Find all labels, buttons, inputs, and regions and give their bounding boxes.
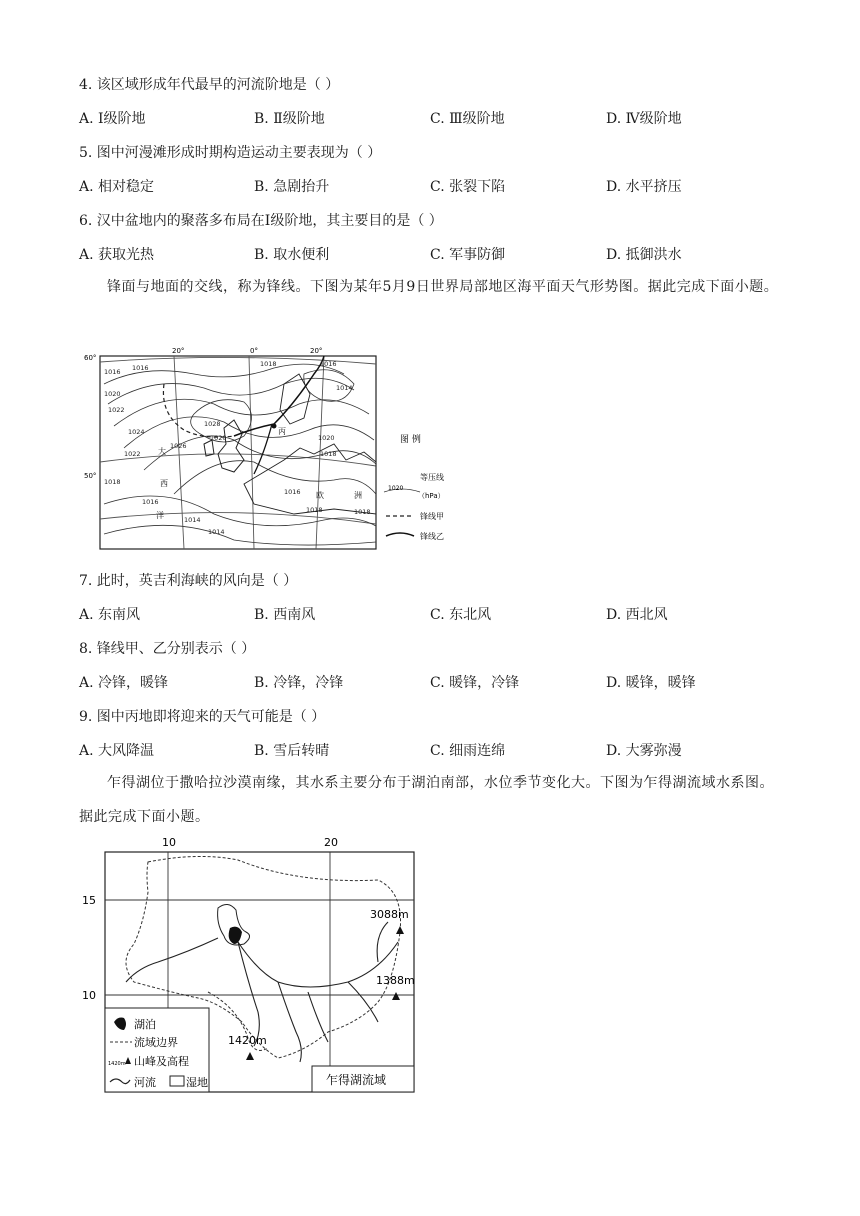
question-9-option-d[interactable]: D. 大雾弥漫 xyxy=(606,743,682,759)
legend-isobar-unit: （hPa） xyxy=(418,492,445,500)
isobar-value: 1022 xyxy=(124,450,141,458)
legend-isobar-sample: 1020 xyxy=(388,485,404,492)
legend-peak: 山峰及高程 xyxy=(134,1055,189,1068)
question-8-option-a[interactable]: A. 冷锋，暖锋 xyxy=(79,675,169,691)
place-label: 欧 xyxy=(316,491,324,500)
place-label: 丙 xyxy=(278,427,286,436)
passage-weather-intro: 锋面与地面的交线，称为锋线。下图为某年5月9日世界局部地区海平面天气形势图。据此完成下面小题。 xyxy=(107,279,779,295)
question-4-option-d[interactable]: D. Ⅳ级阶地 xyxy=(606,111,682,127)
question-7-stem: 7. 此时，英吉利海峡的风向是（ ） xyxy=(79,573,298,589)
legend-river: 河流 xyxy=(134,1076,156,1089)
legend-front-a: 锋线甲 xyxy=(420,512,444,521)
isobar-value: 1020 xyxy=(318,434,335,442)
question-5-option-b[interactable]: B. 急剧抬升 xyxy=(254,179,330,195)
isobar-value: 1016 xyxy=(284,488,301,496)
legend-peak-sample: 1420m xyxy=(108,1061,126,1067)
peak-marker xyxy=(392,992,400,1000)
question-8-option-c[interactable]: C. 暖锋，冷锋 xyxy=(430,675,520,691)
isobar-value: 1018 xyxy=(354,508,371,516)
lat-label: 15 xyxy=(82,894,96,907)
isobar-value: 1016 xyxy=(132,364,149,372)
question-7-option-c[interactable]: C. 东北风 xyxy=(430,607,492,623)
peak-elevation: 1388m xyxy=(376,974,415,987)
lat-label: 50° xyxy=(84,472,97,480)
question-8-stem: 8. 锋线甲、乙分别表示（ ） xyxy=(79,641,256,657)
question-5-option-a[interactable]: A. 相对稳定 xyxy=(79,179,155,195)
isobar-value: 1028 xyxy=(204,420,221,428)
peak-elevation: 3088m xyxy=(370,908,409,921)
question-7-option-a[interactable]: A. 东南风 xyxy=(79,607,141,623)
question-8-option-d[interactable]: D. 暖锋，暖锋 xyxy=(606,675,696,691)
scandinavia-coast xyxy=(280,374,310,424)
peak-marker xyxy=(246,1052,254,1060)
isobar-value: 1020 xyxy=(210,434,227,442)
place-bing-marker xyxy=(272,424,277,429)
isobar-value: 1018 xyxy=(260,360,277,368)
question-6-option-b[interactable]: B. 取水便利 xyxy=(254,247,330,263)
question-6-option-d[interactable]: D. 抵御洪水 xyxy=(606,247,682,263)
peak-marker xyxy=(396,926,404,934)
question-7-option-b[interactable]: B. 西南风 xyxy=(254,607,316,623)
lat-label: 10 xyxy=(82,989,96,1002)
isobar-value: 1026 xyxy=(170,442,187,450)
lat-label: 60° xyxy=(84,354,97,362)
lon-label: 20° xyxy=(310,347,323,355)
isobar-value: 1022 xyxy=(108,406,125,414)
lon-label: 0° xyxy=(250,347,258,355)
isobar-value: 1018 xyxy=(306,506,323,514)
question-9-option-b[interactable]: B. 雪后转晴 xyxy=(254,743,330,759)
isobar-value: 1024 xyxy=(128,428,145,436)
question-4-option-b[interactable]: B. Ⅱ级阶地 xyxy=(254,111,325,127)
passage-chad-intro: 乍得湖位于撒哈拉沙漠南缘，其水系主要分布于湖泊南部，水位季节变化大。下图为乍得湖流域水系图。据此完成下面小题。 xyxy=(79,775,774,825)
isobar-value: 1016 xyxy=(104,368,121,376)
isobar-value: 1016 xyxy=(142,498,159,506)
legend-isobar-label: 等压线 xyxy=(420,473,444,482)
question-5-stem: 5. 图中河漫滩形成时期构造运动主要表现为（ ） xyxy=(79,145,382,161)
question-4-stem: 4. 该区域形成年代最早的河流阶地是（ ） xyxy=(79,77,340,93)
question-6-option-c[interactable]: C. 军事防御 xyxy=(430,247,506,263)
chad-map-title: 乍得湖流域 xyxy=(326,1073,387,1087)
front-a-line xyxy=(163,384,234,437)
question-9-option-c[interactable]: C. 细雨连绵 xyxy=(430,743,506,759)
place-label: 大 xyxy=(158,447,166,456)
weather-map-figure xyxy=(84,344,474,554)
question-7-option-d[interactable]: D. 西北风 xyxy=(606,607,668,623)
legend-front-b: 锋线乙 xyxy=(420,532,444,541)
isobar-value: 1014 xyxy=(208,528,225,536)
isobar-value: 1016 xyxy=(320,360,337,368)
front-b-tail xyxy=(254,424,272,474)
lon-label: 20° xyxy=(172,347,185,355)
legend-title: 图 例 xyxy=(400,435,421,445)
question-6-stem: 6. 汉中盆地内的聚落多布局在Ⅰ级阶地，其主要目的是（ ） xyxy=(79,213,443,229)
lon-label: 20 xyxy=(324,836,338,849)
question-4-option-a[interactable]: A. Ⅰ级阶地 xyxy=(79,111,146,127)
chad-basin-map-figure xyxy=(78,832,418,1096)
isobar-value: 1020 xyxy=(104,390,121,398)
question-9-stem: 9. 图中丙地即将迎来的天气可能是（ ） xyxy=(79,709,326,725)
legend-wetland: 湿地 xyxy=(186,1076,208,1089)
place-label: 洋 xyxy=(156,511,164,520)
isobar-value: 1018 xyxy=(320,450,337,458)
question-5-option-c[interactable]: C. 张裂下陷 xyxy=(430,179,506,195)
front-b-line xyxy=(234,356,324,436)
legend-lake: 湖泊 xyxy=(134,1018,156,1031)
isobar-value: 1018 xyxy=(104,478,121,486)
lon-label: 10 xyxy=(162,836,176,849)
place-label: 洲 xyxy=(354,491,362,500)
legend-boundary: 流域边界 xyxy=(134,1036,178,1049)
isobar-value: 1014 xyxy=(184,516,201,524)
question-5-option-d[interactable]: D. 水平挤压 xyxy=(606,179,682,195)
isobar-value: 1014 xyxy=(336,384,353,392)
question-6-option-a[interactable]: A. 获取光热 xyxy=(79,247,155,263)
peak-elevation: 1420m xyxy=(228,1034,267,1047)
question-9-option-a[interactable]: A. 大风降温 xyxy=(79,743,155,759)
question-8-option-b[interactable]: B. 冷锋，冷锋 xyxy=(254,675,344,691)
weather-map-legend xyxy=(384,433,445,541)
question-4-option-c[interactable]: C. Ⅲ级阶地 xyxy=(430,111,505,127)
place-label: 西 xyxy=(160,479,168,488)
